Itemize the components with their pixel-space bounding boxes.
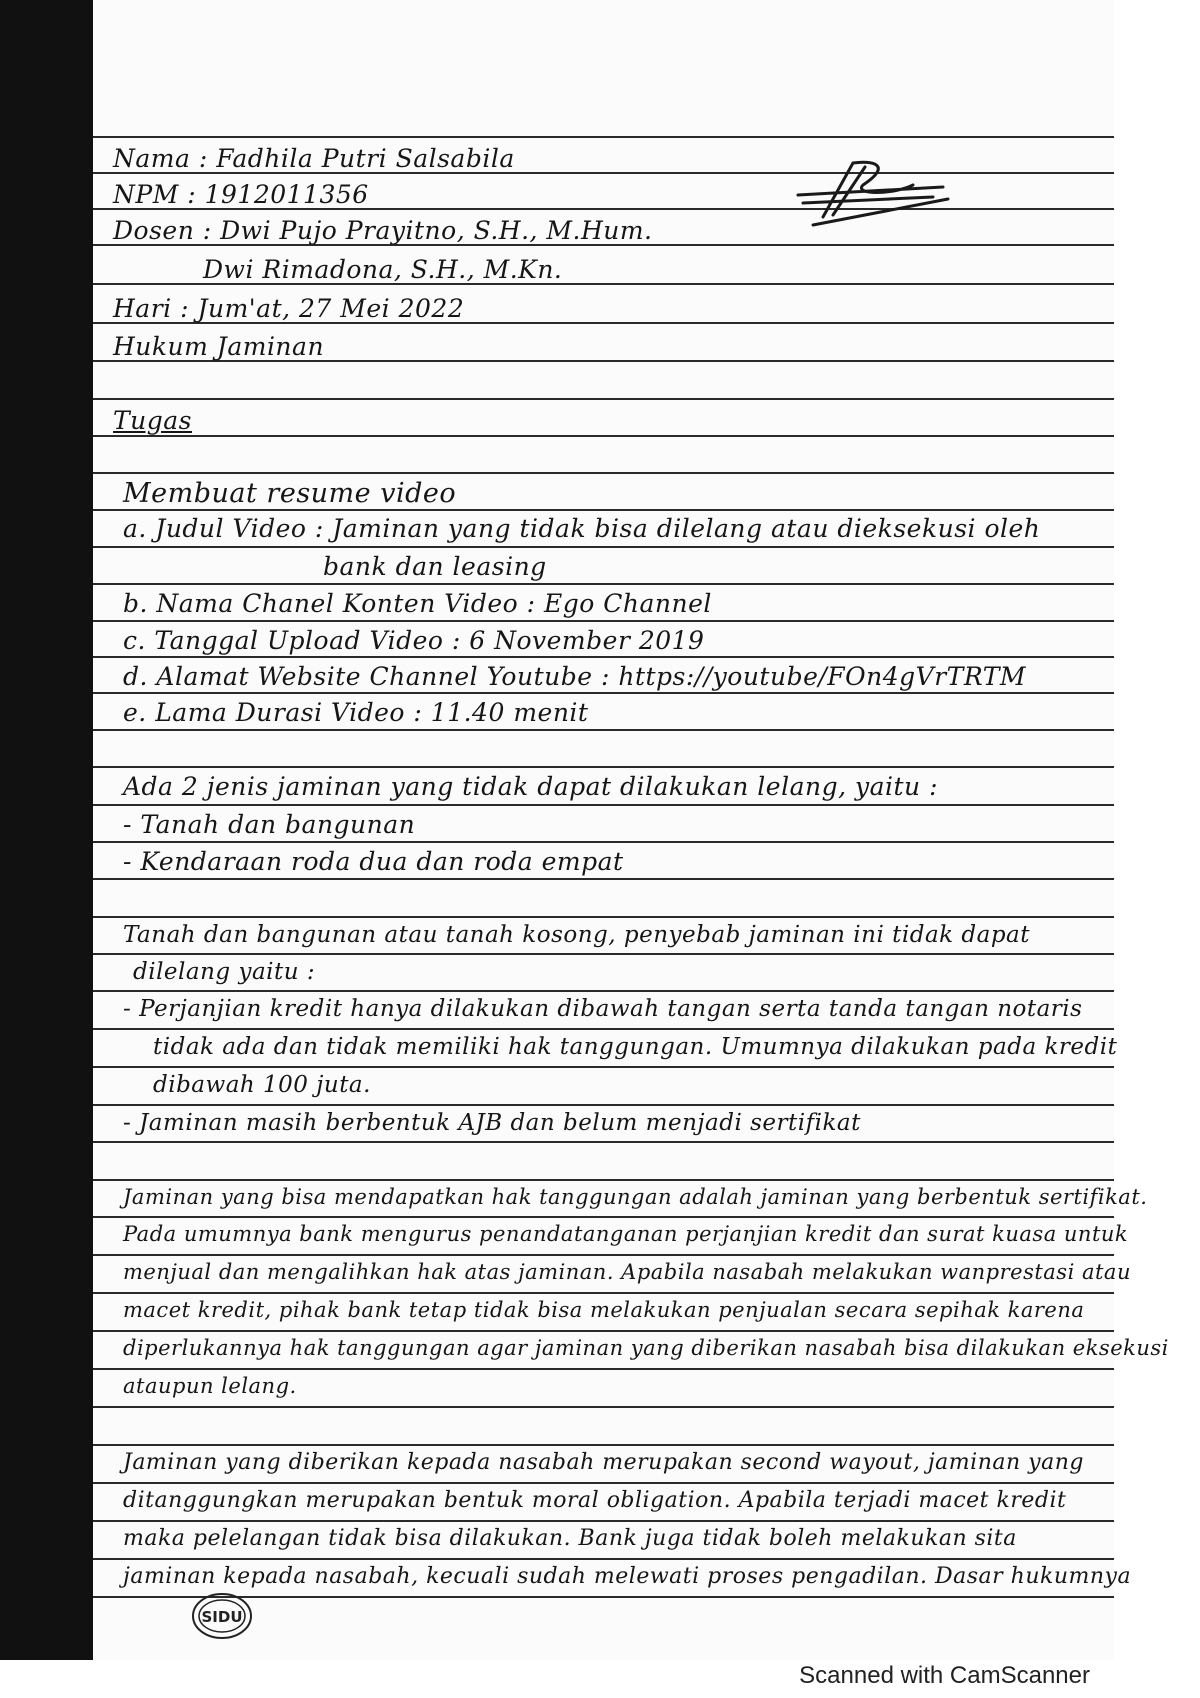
ruled-line: [93, 692, 1114, 694]
ruled-line: [93, 136, 1114, 138]
resume-b: b. Nama Chanel Konten Video : Ego Channel: [123, 589, 712, 618]
jenis-item-2: - Kendaraan roda dua dan roda empat: [123, 847, 624, 876]
student-name: Nama : Fadhila Putri Salsabila: [113, 144, 515, 173]
ruled-line: [93, 1104, 1114, 1106]
resume-a-line1: a. Judul Video : Jaminan yang tidak bisa dilelang atau dieksekusi oleh: [123, 514, 1041, 543]
ruled-line: [93, 841, 1114, 843]
para2-line: maka pelelangan tidak bisa dilakukan. Bank juga tidak boleh melakukan sita: [123, 1526, 1017, 1551]
student-npm: NPM : 1912011356: [113, 180, 369, 209]
ruled-line: [93, 1444, 1114, 1446]
date-line: Hari : Jum'at, 27 Mei 2022: [113, 294, 465, 323]
ruled-line: [93, 878, 1114, 880]
ruled-line: [93, 766, 1114, 768]
notebook-page: [93, 0, 1169, 1660]
resume-c: c. Tanggal Upload Video : 6 November 2019: [123, 626, 705, 655]
sidu-stamp-logo: [190, 1590, 254, 1642]
resume-a-line2: bank dan leasing: [323, 552, 547, 581]
ruled-line: [93, 656, 1114, 658]
tanah-line-1: Tanah dan bangunan atau tanah kosong, penyebab jaminan ini tidak dapat: [123, 922, 1031, 948]
ruled-line: [93, 472, 1114, 474]
course-name: Hukum Jaminan: [113, 332, 325, 361]
jenis-intro: Ada 2 jenis jaminan yang tidak dapat dilakukan lelang, yaitu :: [123, 772, 939, 801]
ruled-line: [93, 546, 1114, 548]
para1-line: Pada umumnya bank mengurus penandatanganan perjanjian kredit dan surat kuasa untuk: [123, 1222, 1129, 1246]
scan-right-margin: [1114, 0, 1200, 1660]
ruled-line: [93, 1028, 1114, 1030]
tanah-line-2: dilelang yaitu :: [133, 959, 316, 985]
ruled-line: [93, 620, 1114, 622]
ruled-line: [93, 509, 1114, 511]
resume-d: d. Alamat Website Channel Youtube : https://youtube/FOn4gVrTRTM: [123, 662, 1026, 691]
ruled-line: [93, 1406, 1114, 1408]
ruled-line: [93, 990, 1114, 992]
resume-title: Membuat resume video: [123, 478, 457, 509]
ruled-line: [93, 1216, 1114, 1218]
ruled-line: [93, 1520, 1114, 1522]
para2-line: ditanggungkan merupakan bentuk moral obligation. Apabila terjadi macet kredit: [123, 1488, 1067, 1513]
jenis-item-1: - Tanah dan bangunan: [123, 810, 416, 839]
ruled-line: [93, 583, 1114, 585]
ruled-line: [93, 1482, 1114, 1484]
tanah-line-4: tidak ada dan tidak memiliki hak tanggungan. Umumnya dilakukan pada kredit: [153, 1034, 1118, 1060]
scanner-watermark: Scanned with CamScanner: [799, 1662, 1090, 1689]
ruled-line: [93, 1066, 1114, 1068]
ruled-line: [93, 1254, 1114, 1256]
para2-line: jaminan kepada nasabah, kecuali sudah melewati proses pengadilan. Dasar hukumnya: [123, 1564, 1132, 1589]
para1-line: macet kredit, pihak bank tetap tidak bisa melakukan penjualan secara sepihak karena: [123, 1298, 1085, 1322]
para1-line: ataupun lelang.: [123, 1374, 297, 1398]
ruled-line: [93, 1179, 1114, 1181]
ruled-line: [93, 398, 1114, 400]
ruled-line: [93, 1141, 1114, 1143]
ruled-line: [93, 1558, 1114, 1560]
ruled-line: [93, 1292, 1114, 1294]
ruled-line: [93, 916, 1114, 918]
para1-line: menjual dan mengalihkan hak atas jaminan. Apabila nasabah melakukan wanprestasi atau: [123, 1260, 1131, 1284]
lecturer-1: Dosen : Dwi Pujo Prayitno, S.H., M.Hum.: [113, 216, 653, 245]
task-heading: Tugas: [113, 406, 193, 435]
lecturer-2: Dwi Rimadona, S.H., M.Kn.: [203, 255, 563, 284]
para1-line: Jaminan yang bisa mendapatkan hak tanggungan adalah jaminan yang berbentuk sertifikat.: [123, 1185, 1148, 1209]
para2-line: Jaminan yang diberikan kepada nasabah merupakan second wayout, jaminan yang: [123, 1450, 1084, 1475]
ruled-line: [93, 435, 1114, 437]
ruled-line: [93, 729, 1114, 731]
para1-line: diperlukannya hak tanggungan agar jaminan yang diberikan nasabah bisa dilakukan eksekusi: [123, 1336, 1169, 1360]
ruled-line: [93, 1330, 1114, 1332]
stamp-text: SIDU: [201, 1608, 243, 1626]
tanah-line-6: - Jaminan masih berbentuk AJB dan belum menjadi sertifikat: [123, 1110, 861, 1136]
tanah-line-3: - Perjanjian kredit hanya dilakukan dibawah tangan serta tanda tangan notaris: [123, 996, 1083, 1022]
tanah-line-5: dibawah 100 juta.: [153, 1072, 371, 1098]
scan-left-shadow: [0, 0, 93, 1660]
ruled-line: [93, 1368, 1114, 1370]
ruled-line: [93, 953, 1114, 955]
signature-mark: [793, 155, 953, 235]
resume-e: e. Lama Durasi Video : 11.40 menit: [123, 698, 589, 727]
ruled-line: [93, 804, 1114, 806]
